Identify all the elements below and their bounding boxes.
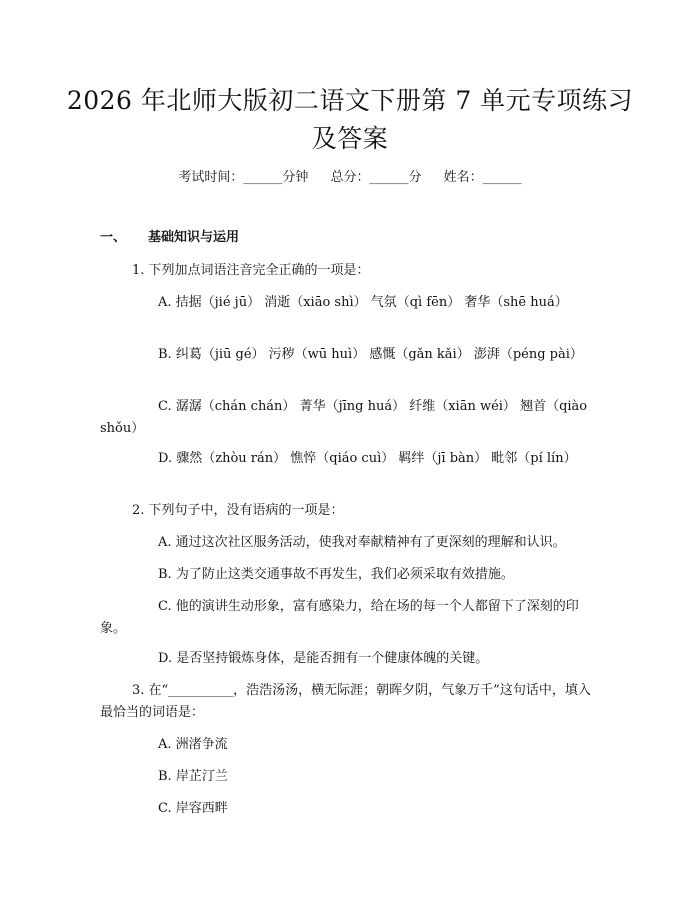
section-title: 基础知识与运用 [148, 230, 240, 245]
question-2-stem: 2. 下列句子中，没有语病的一项是： [132, 503, 344, 518]
question-2-option-d: D. 是否坚持锻炼身体，是能否拥有一个健康体魄的关键。 [158, 651, 489, 666]
question-1-option-b: B. 纠葛（jiū gé） 污秽（wū huì） 感慨（gǎn kǎi） 澎湃（péng pài） [158, 347, 583, 362]
question-2-option-b: B. 为了防止这类交通事故不再发生，我们必须采取有效措施。 [158, 567, 514, 582]
section-number: 一、 [100, 230, 127, 245]
total-score-field: 总分：______分 [330, 170, 422, 185]
question-2-option-a: A. 通过这次社区服务活动，使我对奉献精神有了更深刻的理解和认识。 [158, 535, 566, 550]
question-1-stem: 1. 下列加点词语注音完全正确的一项是： [132, 263, 370, 278]
question-3-stem: 3. 在“__________，浩浩汤汤，横无际涯；朝晖夕阴，气象万千”这句话中，填入最恰当的词语是： [100, 683, 591, 720]
question-1-option-c: C. 潺潺（chán chán） 菁华（jīng huá） 纤维（xiān wéi） 翘首（qiào shǒu） [100, 399, 588, 436]
section-heading [100, 228, 239, 248]
question-3-option-b: B. 岸芷汀兰 [158, 769, 228, 784]
page-title: 2026 年北师大版初二语文下册第 7 单元专项练习及答案 [66, 86, 634, 153]
question-3-option-a: A. 洲渚争流 [158, 737, 228, 752]
exam-meta [0, 168, 700, 188]
question-3-option-c: C. 岸容西畔 [158, 801, 228, 816]
student-name-field: 姓名：______ [443, 170, 522, 185]
exam-time-field: 考试时间：______分钟 [178, 170, 309, 185]
question-2-option-c: C. 他的演讲生动形象，富有感染力，给在场的每一个人都留下了深刻的印象。 [100, 599, 579, 636]
question-1-option-a: A. 拮据（jié jū） 消逝（xiāo shì） 气氛（qì fēn） 奢华（shē huá） [158, 295, 568, 310]
question-1-option-d: D. 骤然（zhòu rán） 憔悴（qiáo cuì） 羁绊（jī bàn） 毗邻（pí lín） [158, 451, 577, 466]
